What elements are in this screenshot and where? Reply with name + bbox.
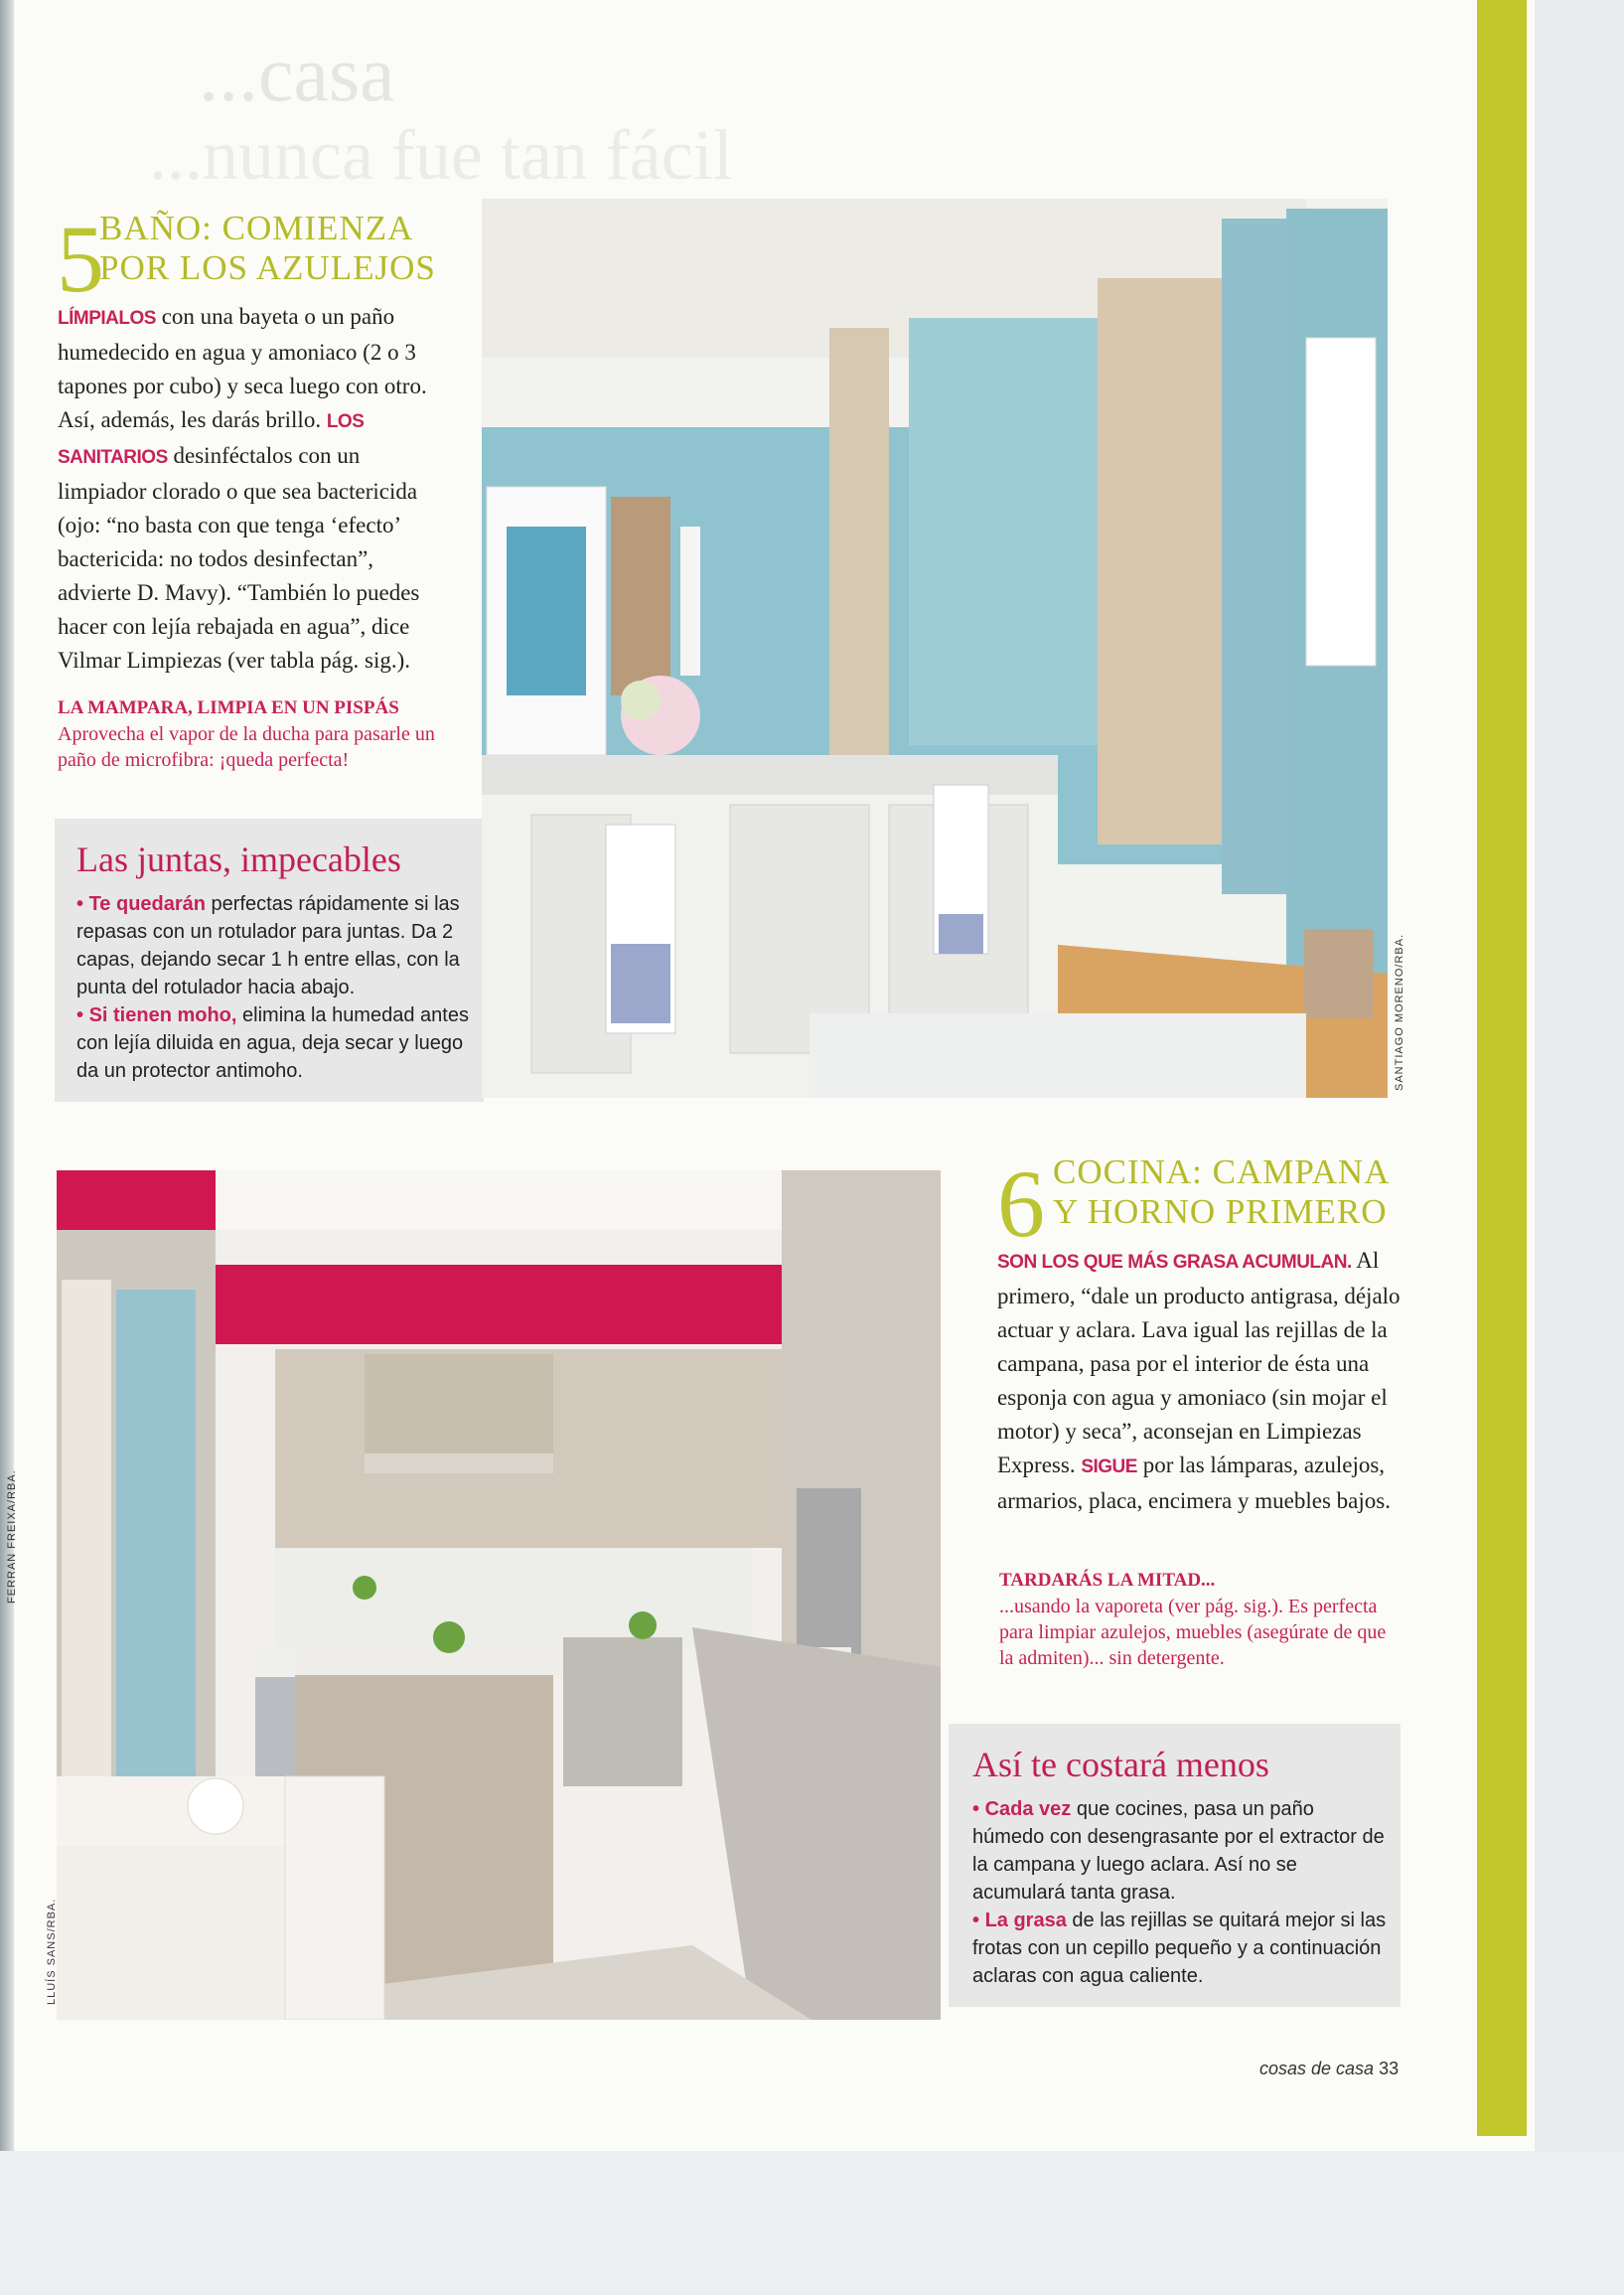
- kitchen-illustration: [57, 1170, 941, 2020]
- lead-word: LOS SANITARIOS: [58, 411, 365, 468]
- body-text: desinféctalos con un limpiador clorado o que sea bactericida (ojo: “no basta con que tenga ‘efecto’ bactericida: no todos desinfectan”, advierte D. Mavy). “También lo puedes hacer con lejía rebajada en agua”, dice Vilmar Limpiezas (ver tabla pág. sig.).: [58, 443, 420, 673]
- accent-side-bar: [1477, 0, 1527, 2136]
- section-title-line2: POR LOS AZULEJOS: [99, 248, 436, 287]
- show-through-text: ...nunca fue tan fácil: [149, 115, 733, 195]
- photo-credit: LLUÍS SANS/RBA.: [46, 1898, 58, 2005]
- lead-word: SON LOS QUE MÁS GRASA ACUMULAN.: [997, 1252, 1352, 1273]
- sidebar-box-costara: [949, 1724, 1401, 2007]
- tip-title: LA MAMPARA, LIMPIA EN UN PISPÁS: [58, 697, 399, 718]
- body-text: Al primero, “dale un producto antigrasa, déjalo actuar y aclara. Lava igual las rejillas de la campana, pasa por el interior de ésta una esponja con agua y amoniaco (sin mojar el motor) y seca”, aconsejan en Limpiezas Express.: [997, 1248, 1401, 1477]
- section6-body: [997, 1244, 1404, 1518]
- photo-credit: FERRAN FREIXA/RBA.: [6, 1469, 18, 1604]
- body-text: con una bayeta o un paño humedecido en agua y amoniaco (2 o 3 tapones por cubo) y seca luego con otro. Así, además, les darás brillo.: [58, 304, 427, 432]
- page-number: 33: [1379, 2059, 1400, 2078]
- body-text: por las lámparas, azulejos, armarios, placa, encimera y muebles bajos.: [997, 1453, 1391, 1513]
- section-title-line1: COCINA: CAMPANA: [1053, 1152, 1391, 1191]
- section-title-line2: Y HORNO PRIMERO: [1053, 1192, 1388, 1231]
- box-body: • Cada vez que cocines, pasa un paño húmedo con desengrasante por el extractor de la campana y luego aclara. Así no se acumulará tanta grasa. • La grasa de las rejillas se quitará mejor si las frotas con un cepillo pequeño y a continuación aclaras con agua caliente.: [972, 1798, 1387, 1987]
- bathroom-illustration: [482, 199, 1388, 1098]
- kitchen-photo: [57, 1170, 941, 2020]
- tip-title: TARDARÁS LA MITAD...: [999, 1570, 1216, 1591]
- photo-credit: SANTIAGO MORENO/RBA.: [1394, 933, 1405, 1091]
- tip: [999, 1568, 1402, 1671]
- tip-body: ...usando la vaporeta (ver pág. sig.). Es perfecta para limpiar azulejos, muebles (asegúrate de que la admiten)... sin detergente.: [999, 1596, 1387, 1669]
- show-through-text: ...casa: [199, 31, 395, 118]
- page-binding: [0, 0, 14, 2151]
- section5-body: [58, 300, 435, 678]
- sidebar-box-juntas: [55, 819, 484, 1102]
- box-title: Las juntas, impecables: [76, 840, 401, 879]
- bathroom-photo: [482, 199, 1388, 1098]
- magazine-name: cosas de casa: [1259, 2059, 1375, 2078]
- lead-word: LÍMPIALOS: [58, 308, 156, 329]
- page-folio: [1259, 2059, 1399, 2079]
- tip: [58, 695, 450, 773]
- scan-background: [0, 2151, 1624, 2295]
- box-title: Así te costará menos: [972, 1745, 1269, 1784]
- tip-body: Aprovecha el vapor de la ducha para pasarle un paño de microfibra: ¡queda perfecta!: [58, 723, 435, 771]
- box-body: • Te quedarán perfectas rápidamente si las repasas con un rotulador para juntas. Da 2 capas, dejando secar 1 h entre ellas, con la punta del rotulador hacia abajo. • Si tienen moho, elimina la humedad antes con lejía diluida en agua, deja secar y luego da un protector antimoho.: [76, 893, 469, 1082]
- section-number: 5: [57, 206, 104, 312]
- section-number: 6: [997, 1150, 1045, 1257]
- lead-word: SIGUE: [1081, 1456, 1137, 1477]
- section-title-line1: BAÑO: COMIENZA: [99, 209, 414, 247]
